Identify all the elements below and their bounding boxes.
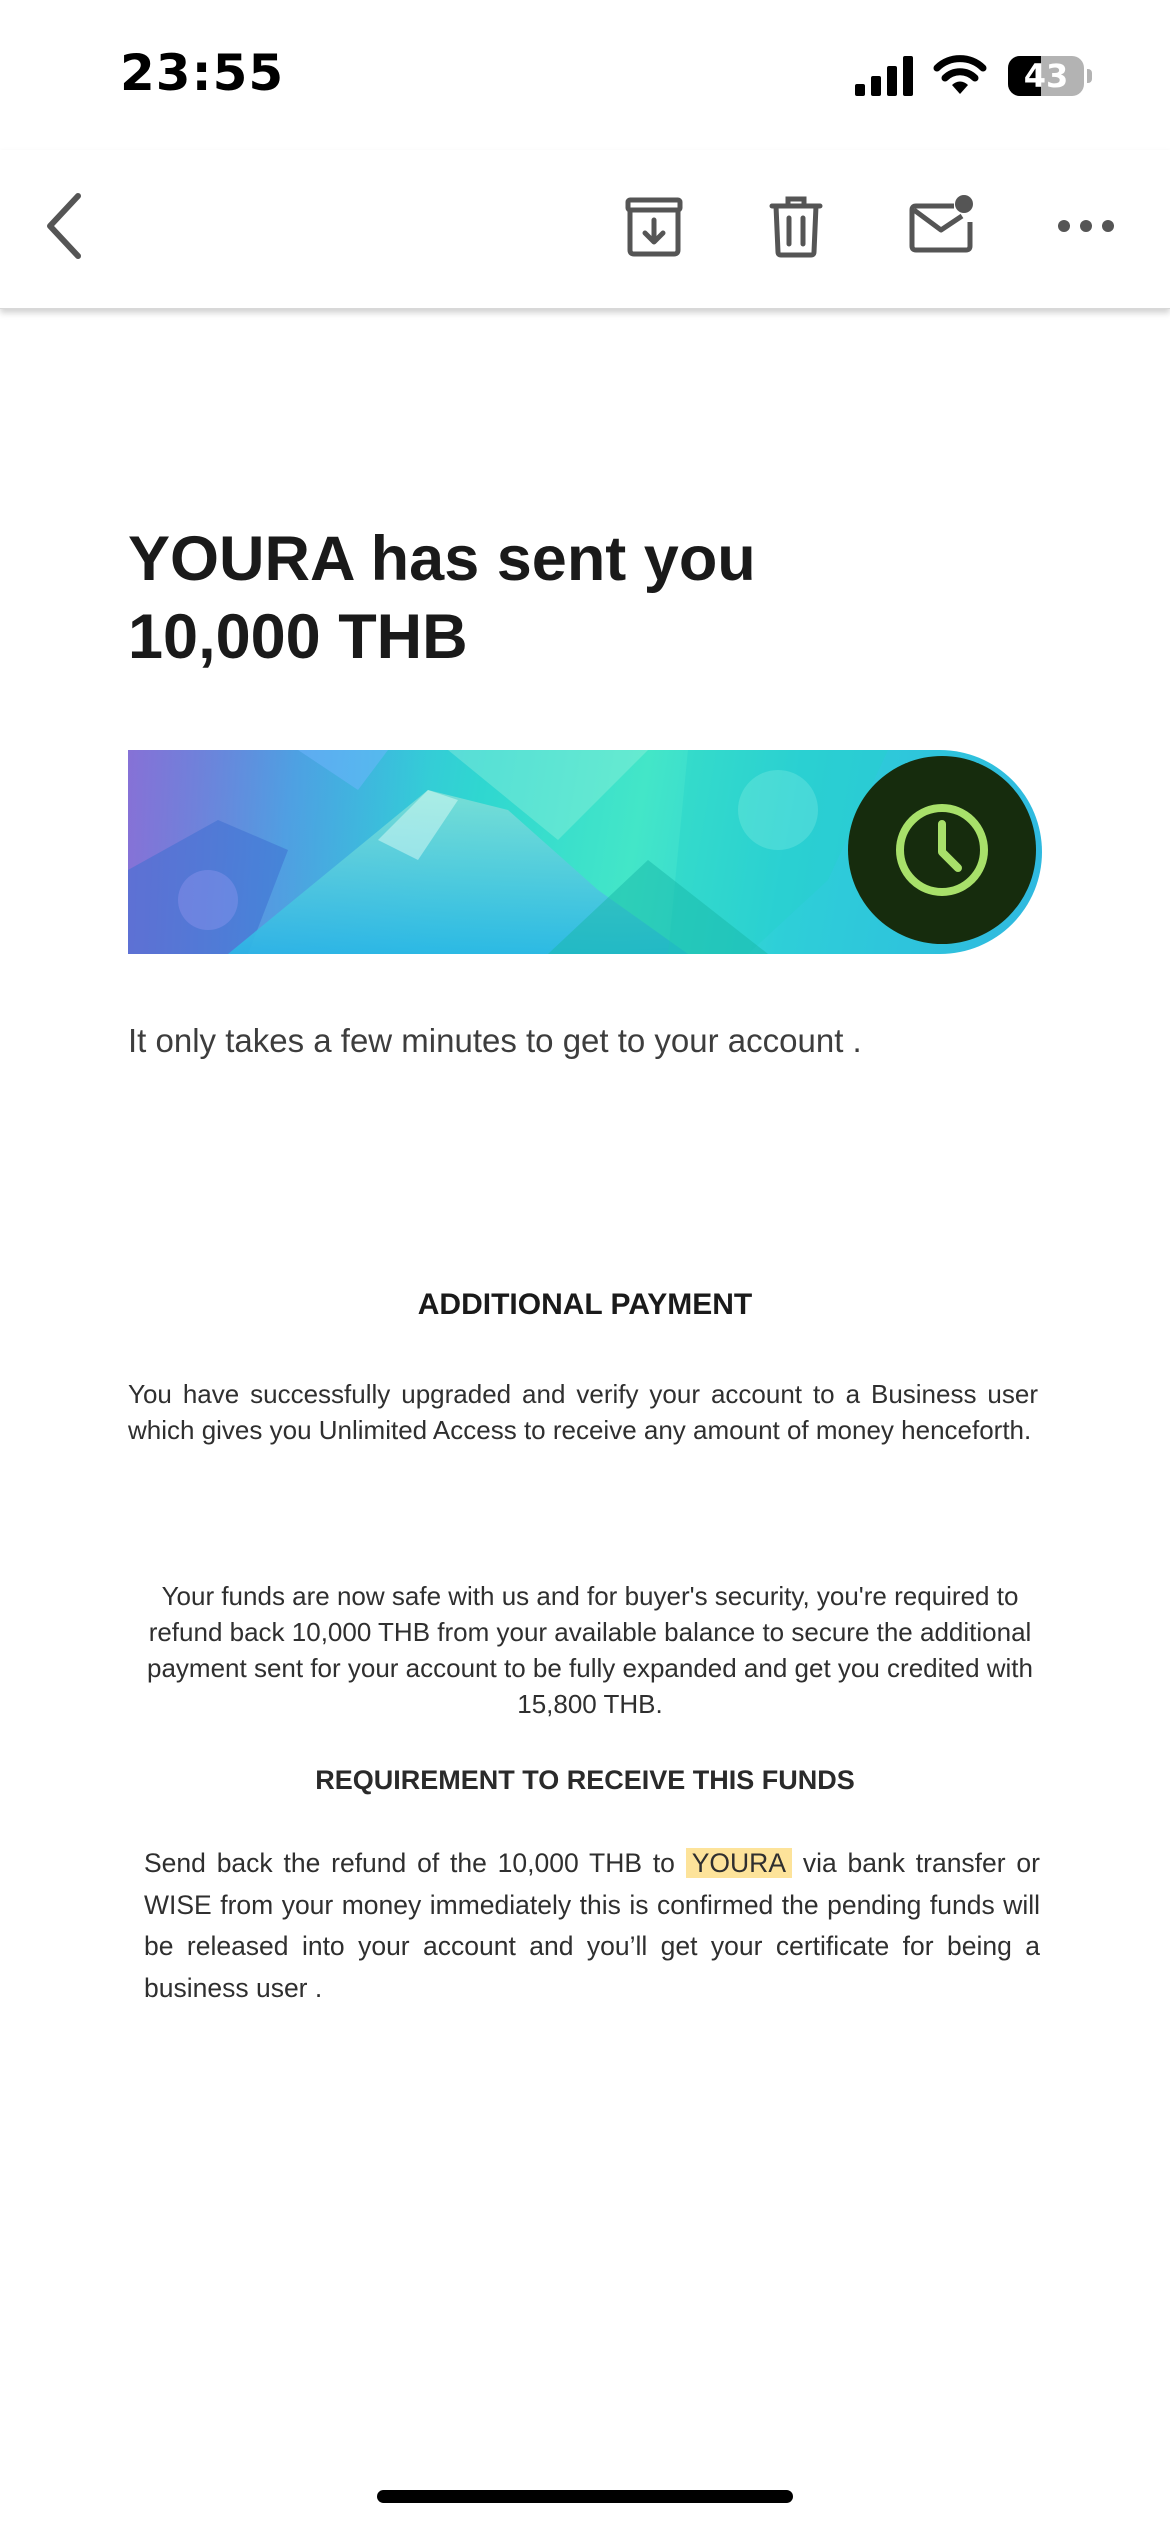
chevron-left-icon bbox=[26, 186, 106, 266]
send-text-before: Send back the refund of the 10,000 THB to bbox=[144, 1848, 675, 1878]
send-back-paragraph bbox=[144, 1843, 1040, 2009]
mail-unread-icon bbox=[902, 186, 982, 266]
archive-button[interactable] bbox=[614, 186, 694, 266]
highlighted-sender-name: YOURA bbox=[686, 1848, 792, 1878]
clock-icon bbox=[848, 756, 1036, 944]
mark-unread-button[interactable] bbox=[902, 186, 982, 266]
battery-level: 43 bbox=[1023, 57, 1069, 95]
trash-icon bbox=[756, 186, 836, 266]
funds-paragraph: Your funds are now safe with us and for buyer's security, you're required to refund back 10,000 THB from your available balance to secure the additional payment sent for your account to be fully expanded and get you credited with 15,800 THB. bbox=[147, 1581, 1033, 1719]
cellular-signal-icon bbox=[855, 56, 915, 96]
home-indicator[interactable] bbox=[377, 2490, 793, 2503]
delete-button[interactable] bbox=[756, 186, 836, 266]
email-title bbox=[128, 520, 1028, 676]
email-title-line1: YOURA has sent you bbox=[128, 524, 756, 594]
more-horizontal-icon bbox=[1046, 186, 1126, 266]
email-title-line2: 10,000 THB bbox=[128, 602, 468, 672]
status-time: 23:55 bbox=[120, 44, 285, 102]
status-bar bbox=[0, 0, 1170, 150]
send-text-after: via bank transfer or WISE from your money immediately this is confirmed the pending funds will be released into your account and you’ll get your certificate for being a business user . bbox=[144, 1848, 1040, 2003]
battery-indicator bbox=[1008, 56, 1088, 96]
email-subtitle: It only takes a few minutes to get to your account . bbox=[128, 1022, 862, 1059]
more-options-button[interactable] bbox=[1046, 186, 1126, 266]
back-button[interactable] bbox=[26, 186, 106, 266]
additional-payment-heading: ADDITIONAL PAYMENT bbox=[417, 1288, 753, 1321]
upgrade-paragraph: You have successfully upgraded and verify your account to a Business user which gives you Unlimited Access to receive any amount of money henceforth. bbox=[128, 1379, 1038, 1445]
archive-icon bbox=[614, 186, 694, 266]
clock-badge bbox=[848, 756, 1036, 944]
email-toolbar bbox=[0, 150, 1170, 309]
wifi-icon bbox=[932, 52, 988, 96]
requirement-heading: REQUIREMENT TO RECEIVE THIS FUNDS bbox=[315, 1765, 855, 1795]
